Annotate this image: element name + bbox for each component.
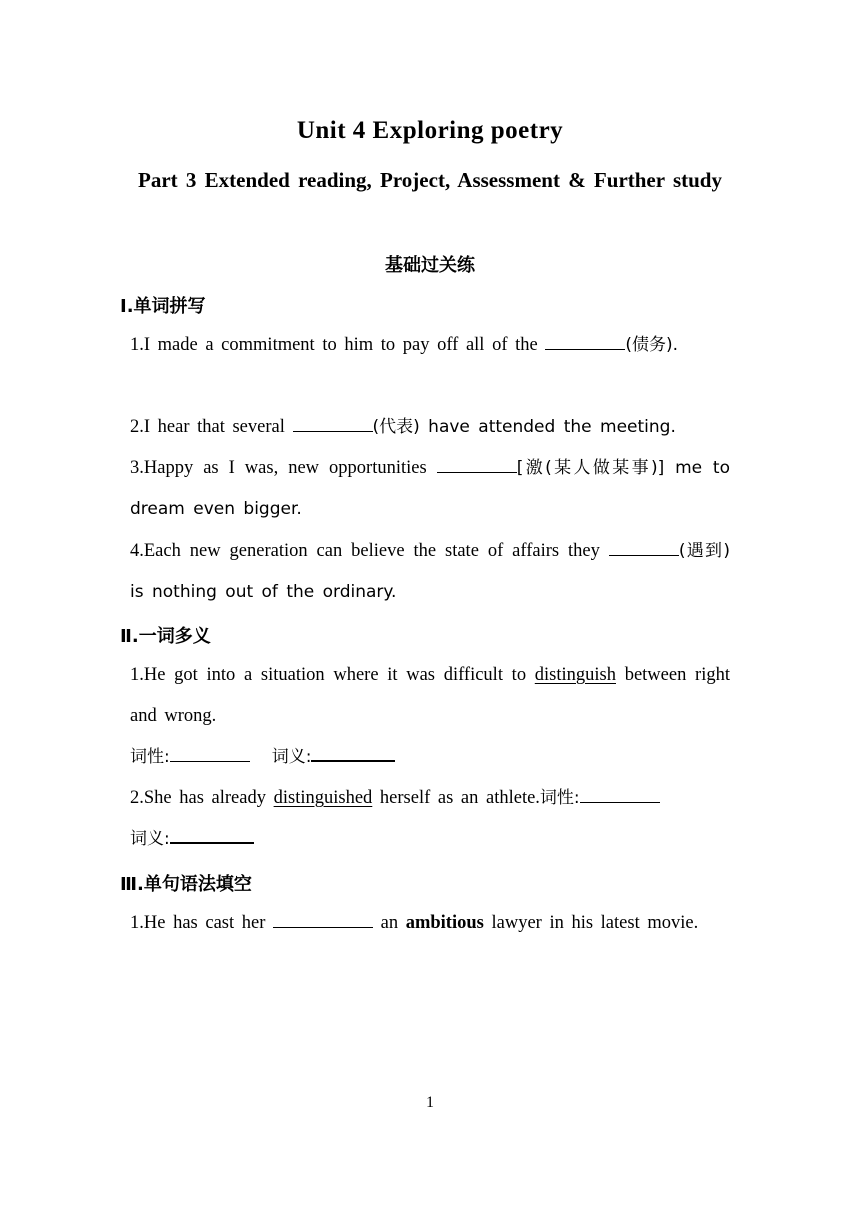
meaning-blank[interactable] xyxy=(170,828,254,844)
answer-blank[interactable] xyxy=(545,335,625,350)
question-3-1 xyxy=(130,903,730,944)
question-1-4 xyxy=(130,531,730,613)
question-hint: [激(某人做某事)] me to dream even bigger. xyxy=(130,458,730,519)
page-number: 1 xyxy=(426,1094,434,1111)
pos-label: 词性: xyxy=(539,788,580,808)
question-text: 1.I made a commitment to him to pay off all of the xyxy=(130,335,546,355)
section-heading: 基础过关练 xyxy=(385,255,475,276)
answer-blank[interactable] xyxy=(609,541,679,556)
question-text-end: herself as an athlete. xyxy=(372,788,540,808)
question-2-1 xyxy=(130,655,730,737)
document-title: Unit 4 Exploring poetry xyxy=(296,117,564,144)
bold-word: ambitious xyxy=(405,913,484,933)
pos-label: 词性: xyxy=(130,747,170,767)
question-1-2 xyxy=(130,407,730,448)
question-text-mid: an xyxy=(373,913,406,933)
meaning-label: 词义: xyxy=(130,829,170,849)
pos-blank[interactable] xyxy=(170,747,250,762)
question-text: 4.Each new generation can believe the state of affairs they xyxy=(130,541,609,561)
target-word: distinguished xyxy=(273,788,373,808)
question-text: 1.He has cast her xyxy=(130,913,273,933)
question-2-1-answers xyxy=(130,737,730,778)
question-2-2 xyxy=(130,778,730,819)
answer-blank[interactable] xyxy=(437,458,517,473)
section-2-title: Ⅱ.一词多义 xyxy=(120,626,211,647)
question-2-2-answers xyxy=(130,819,730,860)
question-text-end: lawyer in his latest movie. xyxy=(483,913,699,933)
question-text: 3.Happy as I was, new opportunities xyxy=(130,458,437,478)
section-1-title: Ⅰ.单词拼写 xyxy=(120,296,206,317)
question-hint: (债务). xyxy=(625,335,679,355)
question-hint: (代表) have attended the meeting. xyxy=(372,417,676,437)
question-text-end: between right and wrong. xyxy=(130,665,730,726)
question-text: 1.He got into a situation where it was difficult to xyxy=(130,665,535,685)
target-word: distinguish xyxy=(534,665,616,685)
question-text: 2.She has already xyxy=(130,788,274,808)
answer-blank[interactable] xyxy=(293,417,373,432)
question-text: 2.I hear that several xyxy=(130,417,293,437)
question-1-3 xyxy=(130,448,730,530)
meaning-label: 词义: xyxy=(271,747,312,767)
section-3-title: Ⅲ.单句语法填空 xyxy=(120,874,252,895)
document-subtitle: Part 3 Extended reading, Project, Assessment & Further study xyxy=(138,168,722,192)
question-1-1 xyxy=(130,325,730,366)
pos-blank[interactable] xyxy=(580,788,660,803)
meaning-blank[interactable] xyxy=(311,746,395,762)
question-hint: (遇到) is nothing out of the ordinary. xyxy=(130,541,730,602)
answer-blank[interactable] xyxy=(273,913,373,928)
